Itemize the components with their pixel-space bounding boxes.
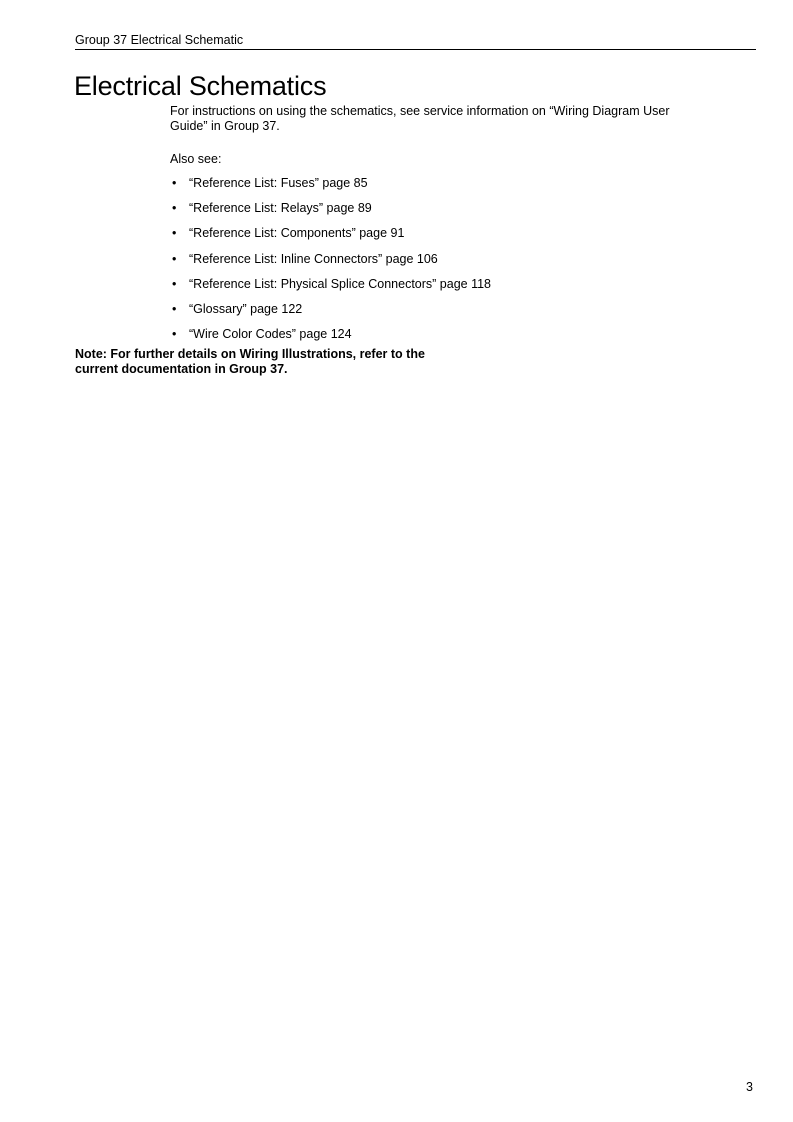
- reference-link[interactable]: “Reference List: Components” page 91: [189, 226, 405, 241]
- reference-link[interactable]: “Reference List: Relays” page 89: [189, 201, 372, 216]
- running-header: Group 37 Electrical Schematic: [75, 33, 756, 50]
- bullet-icon: •: [172, 226, 177, 241]
- also-see-label: Also see:: [170, 152, 222, 166]
- bullet-icon: •: [172, 327, 177, 342]
- reference-link[interactable]: “Reference List: Fuses” page 85: [189, 176, 368, 190]
- intro-paragraph: For instructions on using the schematics, see service information on “Wiring Diagram User Guide” in Group 37.: [170, 104, 670, 133]
- reference-link[interactable]: “Reference List: Physical Splice Connectors” page 118: [189, 276, 492, 291]
- reference-item-relays: [170, 201, 690, 226]
- reference-item-fuses: [170, 176, 690, 201]
- reference-item-glossary: [170, 302, 690, 327]
- reference-list: [170, 176, 690, 352]
- reference-item-components: [170, 226, 690, 251]
- body-block: [170, 104, 690, 352]
- reference-link[interactable]: “Wire Color Codes” page 124: [189, 327, 352, 342]
- bullet-icon: •: [172, 251, 177, 266]
- page-number: 3: [746, 1080, 753, 1094]
- reference-item-inline-connectors: [170, 252, 690, 277]
- bullet-icon: •: [172, 301, 177, 316]
- bullet-icon: •: [172, 276, 177, 291]
- reference-link[interactable]: “Reference List: Inline Connectors” page 106: [189, 251, 438, 266]
- reference-item-physical-splice-connectors: [170, 277, 690, 302]
- reference-link[interactable]: “Glossary” page 122: [189, 301, 303, 316]
- bullet-icon: •: [172, 176, 177, 190]
- note-text: Note: For further details on Wiring Illustrations, refer to the current documentation in Group 37.: [75, 347, 425, 376]
- page-title: Electrical Schematics: [74, 71, 327, 101]
- bullet-icon: •: [172, 201, 177, 216]
